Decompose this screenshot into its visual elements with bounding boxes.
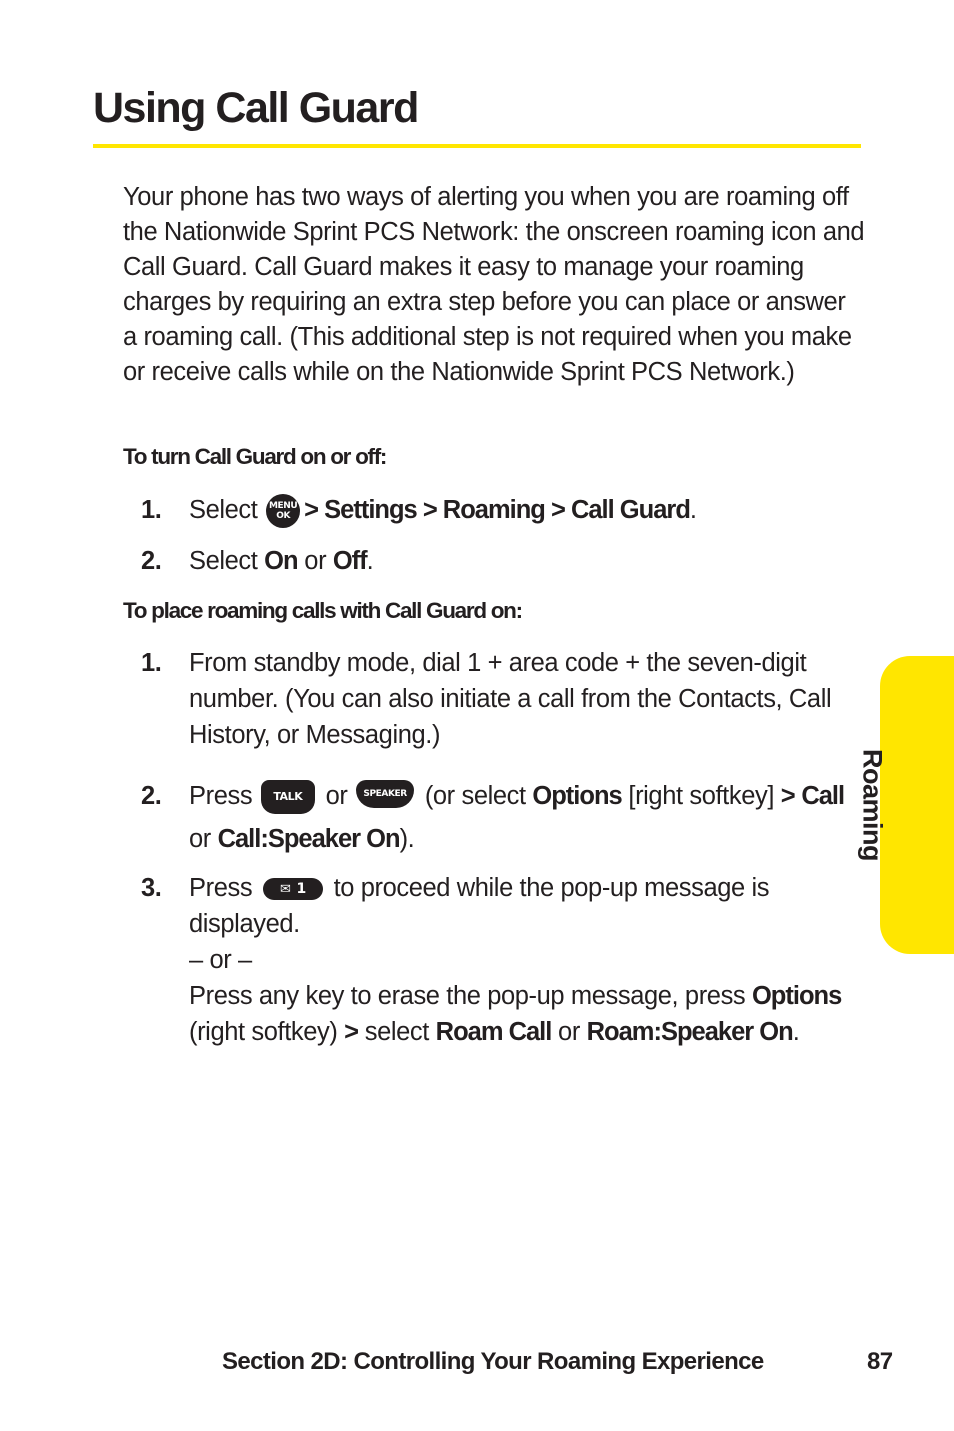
one-key-icon: ✉ 1 (263, 878, 323, 900)
step-number: 2. (141, 782, 162, 810)
speaker-key-icon: SPEAKER (356, 780, 414, 808)
envelope-icon: ✉ (279, 882, 291, 898)
step-text: From standby mode, dial 1 + area code + the seven-digit number. (You can also initiate a call from the Contacts, Call History, or Messaging.) (189, 649, 832, 749)
section-heading-turn-on-off: To turn Call Guard on or off: (123, 444, 387, 469)
option-off: Off (332, 547, 367, 575)
section-side-tab (880, 656, 954, 954)
talk-key-icon: TALK (261, 780, 315, 814)
title-underline (93, 144, 861, 148)
footer-section-title: Section 2D: Controlling Your Roaming Experience (222, 1348, 764, 1375)
step-number: 3. (141, 874, 162, 902)
section-heading-place-calls: To place roaming calls with Call Guard on: (123, 598, 522, 623)
side-tab-label: Roaming (857, 748, 888, 862)
menu-ok-key-icon: MENU OK (266, 494, 300, 528)
page-title: Using Call Guard (93, 84, 418, 132)
intro-paragraph: Your phone has two ways of alerting you when you are roaming off the Nationwide Sprint PCS Network: the onscreen roaming icon and Call Guard. Call Guard makes it easy to manage your roaming charges by requiring an extra step before you can place or answer a roaming call. (This additional step is not required when you make or receive calls while on the Nationwide Sprint PCS Network.) (123, 183, 865, 386)
step-number: 2. (141, 547, 162, 575)
step-text: Select (189, 496, 258, 524)
page-number: 87 (867, 1348, 893, 1375)
or-separator: – or – (189, 946, 252, 974)
step-number: 1. (141, 649, 162, 677)
option-on: On (264, 547, 298, 575)
step-number: 1. (141, 496, 162, 524)
menu-path: > Settings > Roaming > Call Guard (304, 496, 690, 524)
